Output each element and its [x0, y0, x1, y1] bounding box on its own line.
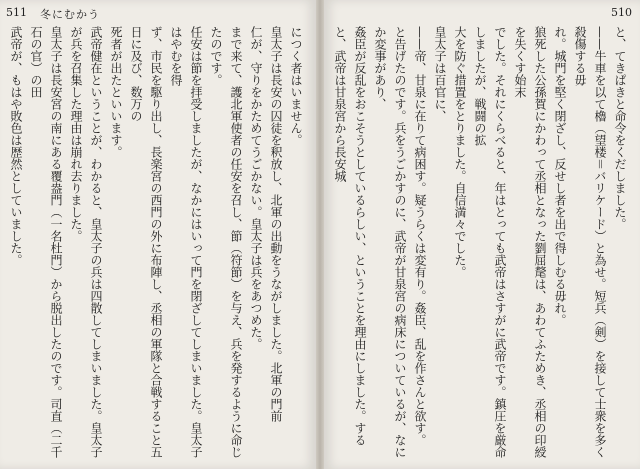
book-gutter: [316, 0, 324, 469]
right-page-body-text: と、てきぱきと命令をくだしました。 ——牛車を以て櫓（望楼＝バリケード）と為せ。短兵（剣）を接して士衆を多く殺傷する毋 れ。城門を堅く閉ざし、反せし者を出で得しむる毋れ。 狼死した公孫賀にかわって丞相となった劉屈氂は、あわてふためき、丞相の印綬を失くす始末 でした。それにくらべると、年はとっても武帝はさすがに武帝です。鎮圧を厳命しましたが、戦闘の拡 大を防ぐ措置をとりました。自信満々でした。 皇太子は百官に、 ——帝、甘泉に在りて病困す。疑うらくは変有り。姦臣、乱を作さんと欲す。 と告げたのです。兵をうごかすのに、武帝が甘泉宮の病床についているが、なにか変事があり、 姦臣が反乱をおこそうとしているらしい、ということを理由にしました。すると、武帝は甘泉宮から長安城: [333, 26, 627, 459]
right-page: [324, 0, 640, 469]
left-page: [0, 0, 316, 469]
right-page-number: 510: [611, 6, 632, 19]
left-page-body-text: につく者はいません。 皇太子は長安の囚徒を釈放し、北軍の出動をうながしました。北軍の門前 仁が、守りをかためてうごかない。皇太子は兵をあつめた。 まで来て、護北軍使者の任安を召し、節（符節）を与え、兵を発するように命じたのです。 任安は節を拝受しましたが、なかにはいって門を閉ざしてしまいました。皇太子はやむを得 ず、市民を駆り出し、長楽宮の西門の外に布陣し、丞相の軍隊と合戦すること五日に及び、数万の 死者が出たといいます。 武帝健在ということが、わかると、皇太子の兵は四散してしまいました。皇太子が兵を召集した理由は崩れ去りました。 皇太子は長安宮の南にある覆盎門（一名杜門）から脱出したのです。司直（二千石の官）の田 武帝が、もはや敗色は歴然としていました。: [9, 26, 303, 458]
left-page-number: 511: [6, 6, 27, 19]
running-title: 冬にむかう: [40, 8, 100, 21]
